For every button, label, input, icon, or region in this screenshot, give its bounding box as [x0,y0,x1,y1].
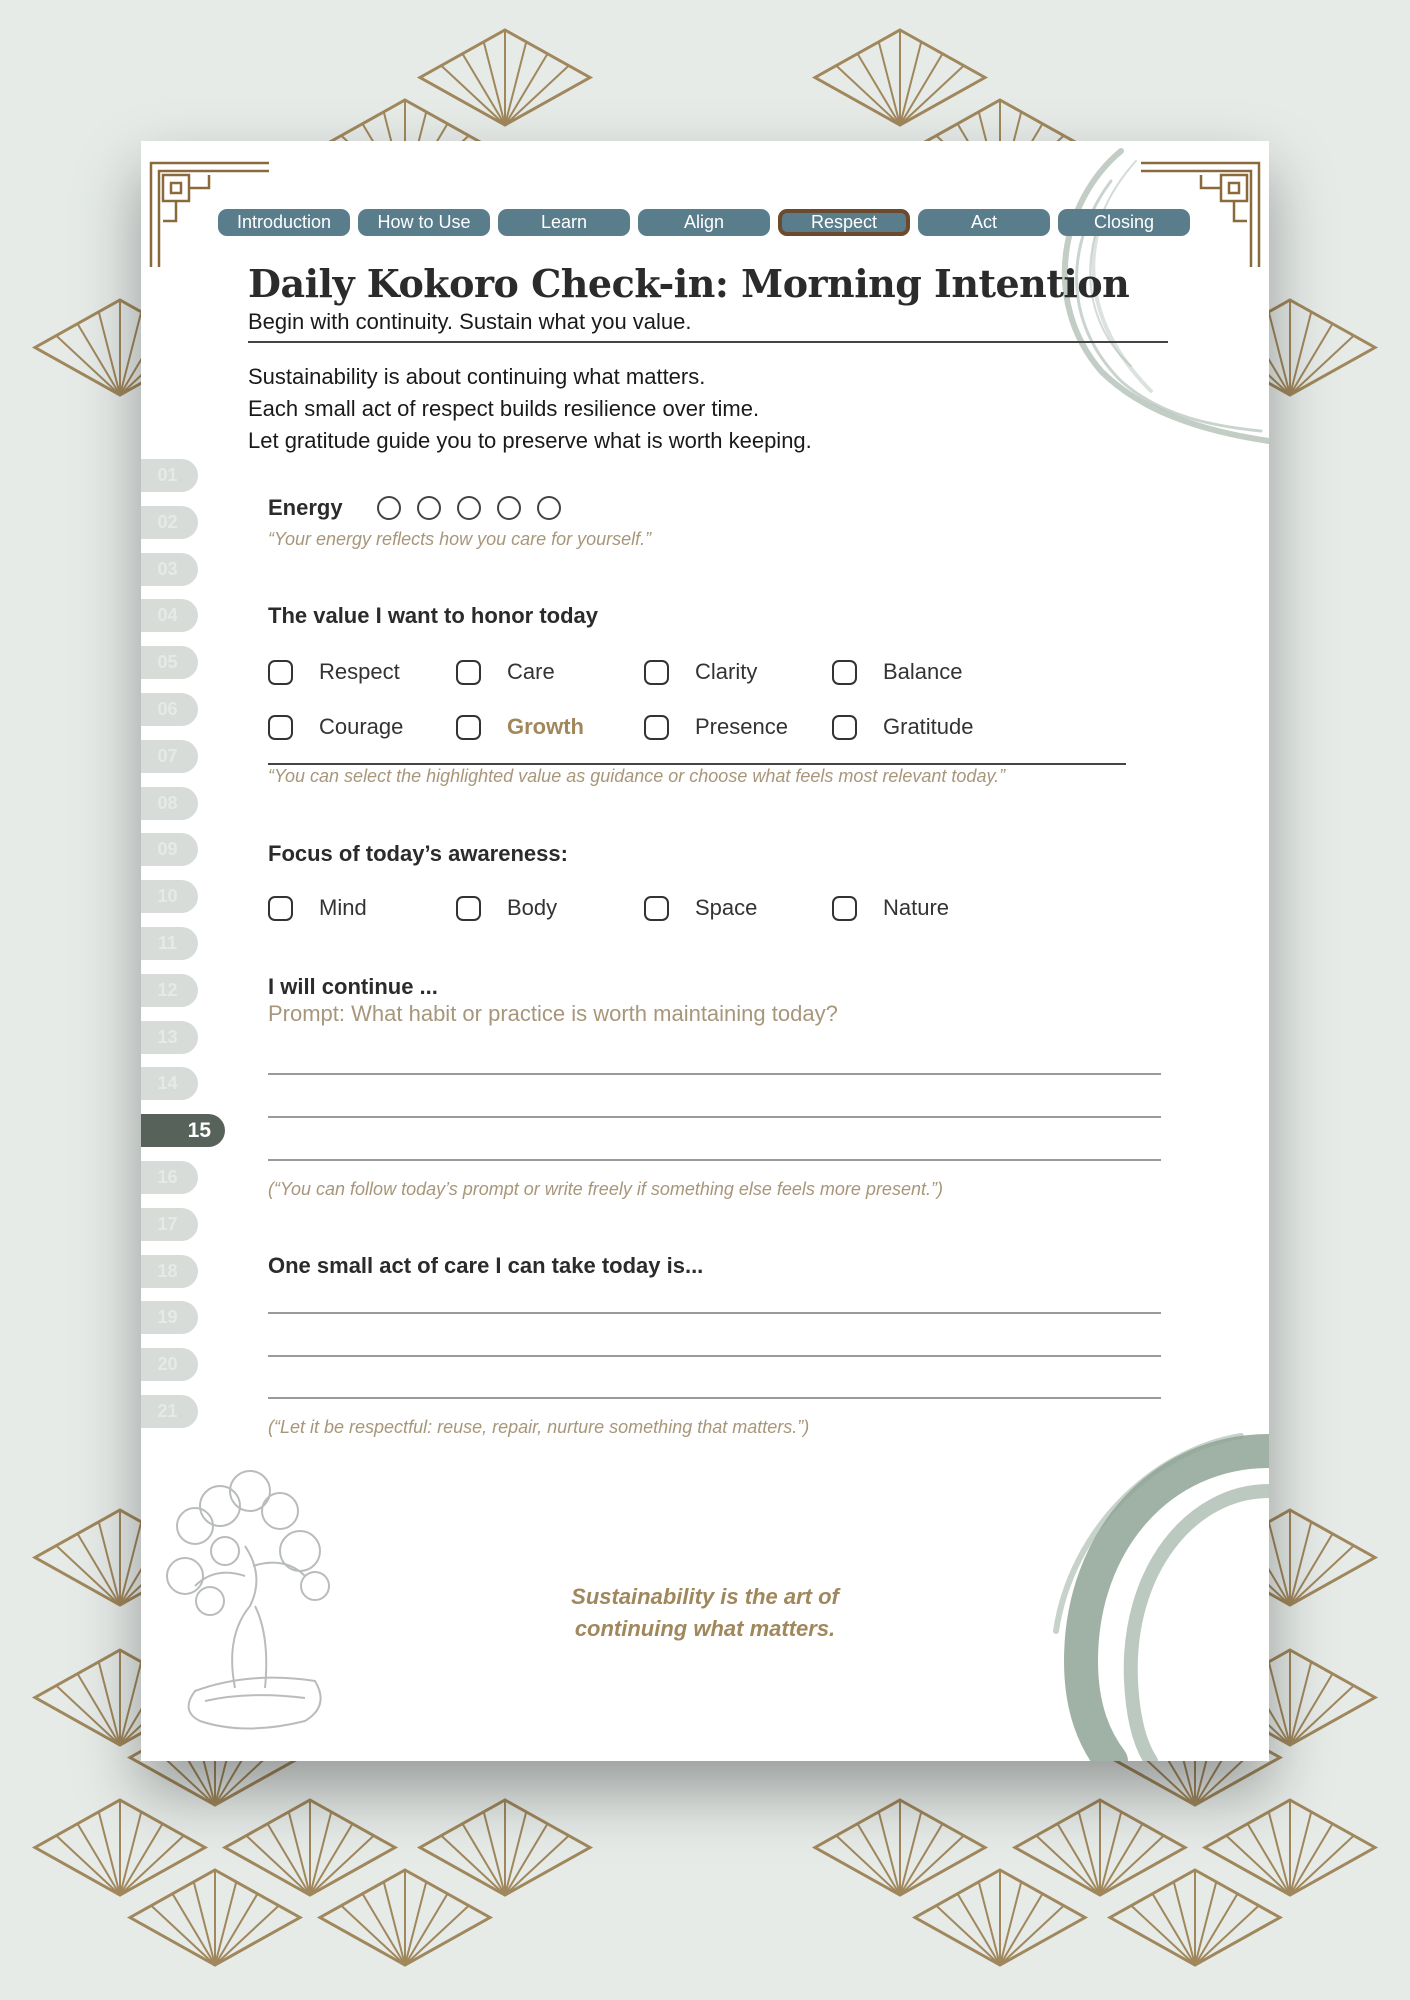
intro-line: Let gratitude guide you to preserve what is worth keeping. [248,428,812,453]
checkbox[interactable] [644,660,669,685]
values-divider [268,763,1126,765]
day-tab[interactable]: 07 [141,740,198,773]
day-tab[interactable]: 17 [141,1208,198,1241]
tab-learn[interactable]: Learn [498,209,630,236]
energy-level-1[interactable] [377,496,401,520]
day-tab[interactable]: 18 [141,1255,198,1288]
energy-level-5[interactable] [537,496,561,520]
fan-ornament-icon [420,30,590,125]
fan-ornament-icon [1205,1800,1375,1895]
focus-option-mind[interactable]: Mind [268,895,367,921]
focus-option-body[interactable]: Body [456,895,557,921]
tab-act[interactable]: Act [918,209,1050,236]
checkbox[interactable] [268,896,293,921]
writing-line[interactable] [268,1355,1161,1357]
continue-label: I will continue ... [268,974,438,999]
day-tab[interactable]: 12 [141,974,198,1007]
fan-ornament-icon [420,1800,590,1895]
fan-ornament-icon [35,1800,205,1895]
checkbox[interactable] [456,896,481,921]
tab-align[interactable]: Align [638,209,770,236]
care-label: One small act of care I can take today is... [268,1253,704,1278]
day-tab[interactable]: 06 [141,693,198,726]
footer-quote-line: continuing what matters. [574,1616,836,1641]
day-tab[interactable]: 10 [141,880,198,913]
energy-label: Energy [268,495,343,520]
continue-prompt: Prompt: What habit or practice is worth maintaining today? [268,1001,838,1026]
focus-option-nature[interactable]: Nature [832,895,949,921]
value-option-clarity[interactable]: Clarity [644,659,757,685]
writing-line[interactable] [268,1073,1161,1075]
title-divider [248,341,1168,343]
day-tab[interactable]: 04 [141,599,198,632]
intro-text [248,361,812,457]
checkbox[interactable] [456,660,481,685]
focus-label: Focus of today’s awareness: [268,841,568,866]
day-tabs [141,459,225,1442]
day-tab[interactable]: 02 [141,506,198,539]
day-tab[interactable]: 08 [141,787,198,820]
day-tab[interactable]: 16 [141,1161,198,1194]
fan-ornament-icon [225,1800,395,1895]
fan-ornament-icon [130,1870,300,1965]
value-option-care[interactable]: Care [456,659,555,685]
planner-page [141,141,1269,1761]
day-tab[interactable]: 20 [141,1348,198,1381]
care-note: (“Let it be respectful: reuse, repair, nurture something that matters.”) [268,1417,810,1437]
checkbox[interactable] [832,660,857,685]
day-tab[interactable]: 03 [141,553,198,586]
value-option-courage[interactable]: Courage [268,714,403,740]
value-option-presence[interactable]: Presence [644,714,788,740]
footer-quote [141,1581,1269,1645]
page-title: Daily Kokoro Check-in: Morning Intention [248,261,1130,306]
value-option-growth-highlighted[interactable]: Growth [456,714,584,740]
values-note: “You can select the highlighted value as guidance or choose what feels most relevant today.” [268,766,1006,786]
checkbox[interactable] [832,715,857,740]
writing-line[interactable] [268,1159,1161,1161]
intro-line: Each small act of respect builds resilience over time. [248,396,760,421]
tab-respect[interactable]: Respect [778,209,910,236]
value-option-gratitude[interactable]: Gratitude [832,714,974,740]
checkbox[interactable] [268,715,293,740]
tab-how-to-use[interactable]: How to Use [358,209,490,236]
fan-ornament-icon [815,30,985,125]
fan-ornament-icon [815,1800,985,1895]
checkbox[interactable] [644,896,669,921]
tab-closing[interactable]: Closing [1058,209,1190,236]
tab-introduction[interactable]: Introduction [218,209,350,236]
energy-quote: “Your energy reflects how you care for yourself.” [268,529,652,549]
checkbox[interactable] [456,715,481,740]
checkbox[interactable] [268,660,293,685]
fan-ornament-icon [1110,1870,1280,1965]
checkbox[interactable] [832,896,857,921]
energy-level-4[interactable] [497,496,521,520]
continue-note: (“You can follow today’s prompt or write freely if something else feels more present.”) [268,1179,943,1199]
day-tab[interactable]: 01 [141,459,198,492]
focus-option-space[interactable]: Space [644,895,757,921]
fan-ornament-icon [320,1870,490,1965]
footer-quote-line: Sustainability is the art of [571,1584,839,1609]
energy-level-2[interactable] [417,496,441,520]
fan-ornament-icon [915,1870,1085,1965]
day-tab-current[interactable]: 15 [141,1114,225,1147]
value-option-respect[interactable]: Respect [268,659,400,685]
intro-line: Sustainability is about continuing what matters. [248,364,706,389]
checkbox[interactable] [644,715,669,740]
writing-line[interactable] [268,1116,1161,1118]
day-tab[interactable]: 13 [141,1021,198,1054]
day-tab[interactable]: 11 [141,927,198,960]
day-tab[interactable]: 05 [141,646,198,679]
energy-level-3[interactable] [457,496,481,520]
energy-rating [377,496,561,520]
day-tab[interactable]: 21 [141,1395,198,1428]
writing-line[interactable] [268,1312,1161,1314]
day-tab[interactable]: 09 [141,833,198,866]
page-subtitle: Begin with continuity. Sustain what you value. [248,309,692,334]
value-option-balance[interactable]: Balance [832,659,963,685]
writing-line[interactable] [268,1397,1161,1399]
day-tab[interactable]: 19 [141,1301,198,1334]
fan-ornament-icon [1015,1800,1185,1895]
values-label: The value I want to honor today [268,603,599,628]
day-tab[interactable]: 14 [141,1067,198,1100]
section-nav [218,209,1190,236]
